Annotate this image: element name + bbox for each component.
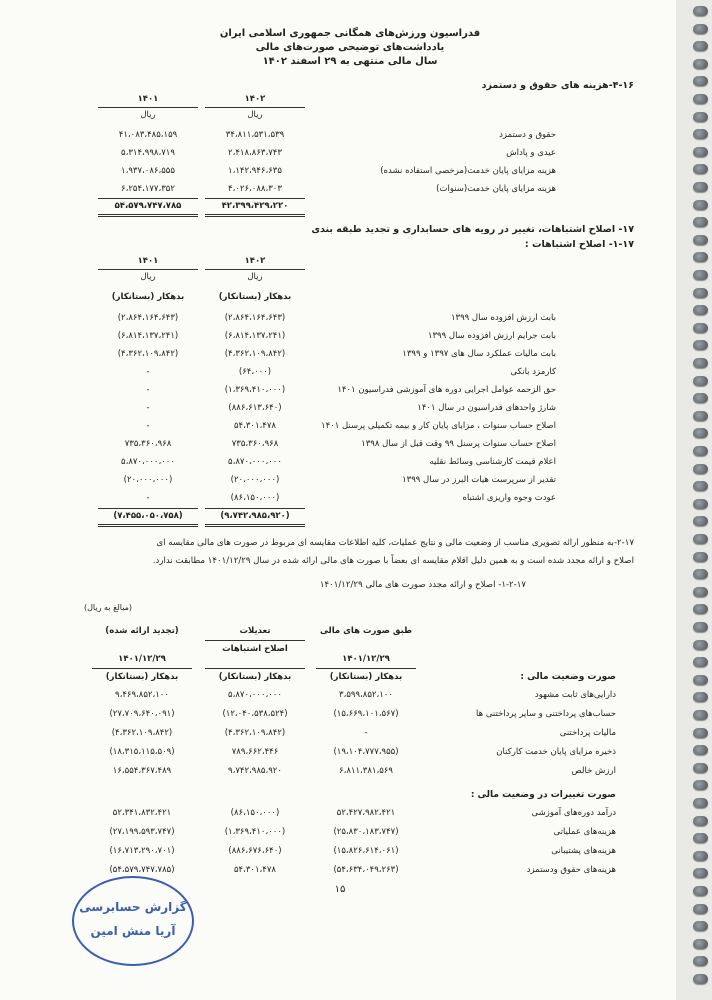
binding-ring <box>693 604 708 614</box>
row-label: دارایی‌های ثابت مشهود <box>534 690 616 700</box>
s17-col-1402: ۱۴۰۲ <box>244 256 266 266</box>
divider <box>205 107 305 108</box>
binding-ring <box>693 129 708 139</box>
para-17-2-line1: ۲-۱۷-به منظور ارائه تصویری مناسب از وضعیت مالی و نتایج عملیات، کلیه اطلاعات مقایسه ای مربوط در صورت های مالی مقایسه ای <box>156 538 634 548</box>
value-restated: ۱۶،۵۵۴،۳۶۷،۴۸۹ <box>112 766 172 776</box>
binding-ring <box>693 41 708 51</box>
divider <box>205 198 305 199</box>
binding-ring <box>693 252 708 262</box>
binding-ring <box>693 499 708 509</box>
binding-ring <box>693 164 708 174</box>
binding-ring <box>693 780 708 790</box>
binding-ring <box>693 657 708 667</box>
row-label: هزینه‌های حقوق ودستمزد <box>526 865 616 875</box>
row-label: حساب‌های پرداختنی و سایر پرداختنی ها <box>476 709 616 719</box>
value-per-statements: (۱۵،۸۲۶،۶۱۴،۰۶۱) <box>333 846 399 856</box>
row-label: حق الزحمه عوامل اجرایی دوره های آموزشی فدراسیون ۱۴۰۱ <box>337 385 556 395</box>
row-label: ذخیره مزایای پایان خدمت کارکنان <box>496 747 616 757</box>
binding-ring <box>693 235 708 245</box>
value-adjustment: ۵۴،۳۰۱،۴۷۸ <box>233 865 276 875</box>
value-1402: (۶،۸۱۴،۱۳۷،۲۴۱) <box>224 331 286 341</box>
value-per-statements: ۵۲،۴۲۷،۹۸۲،۴۲۱ <box>336 808 396 818</box>
s16-unit-1401: ریال <box>140 110 156 120</box>
value-adjustment: ۷۸۹،۶۶۲،۴۴۶ <box>231 747 279 757</box>
group1-title: صورت وضعیت مالی : <box>520 672 616 682</box>
binding-ring <box>693 675 708 685</box>
binding-ring <box>693 833 708 843</box>
binding-ring <box>693 305 708 315</box>
value-1402: ۷۳۵،۳۶۰،۹۶۸ <box>231 439 279 449</box>
row-label: اعلام قیمت کارشناسی وسائط نقلیه <box>429 457 556 467</box>
value-1401: ۵،۸۷۰،۰۰۰،۰۰۰ <box>121 457 175 467</box>
binding-ring <box>693 974 708 984</box>
s17-unit-1401: ریال <box>140 272 156 282</box>
para-17-2-line2: اصلاح و ارائه مجدد شده است و به همین دلیل اقلام مقایسه ای بعضاً با صورت های مالی ارائه شده در سال ۱۴۰۱/۱۲/۲۹ مطابقت ندارد. <box>152 556 634 566</box>
binding-ring <box>693 6 708 16</box>
stamp-line1: گزارش حسابرسی <box>79 900 187 914</box>
binding-ring <box>693 798 708 808</box>
row-label: حقوق و دستمزد <box>499 130 556 140</box>
stamp-line2: آریا منش امین <box>90 924 176 938</box>
value-1402: ۵۴،۳۰۱،۴۷۸ <box>233 421 276 431</box>
value-restated: ۵۲،۳۴۱،۸۳۲،۴۲۱ <box>112 808 172 818</box>
s16-col-1402: ۱۴۰۲ <box>244 94 266 104</box>
divider <box>98 198 198 199</box>
amounts-note: (مبالغ به ریال) <box>84 603 133 612</box>
binding-ring <box>693 640 708 650</box>
row-label: بابت جرایم ارزش افزوده سال ۱۳۹۹ <box>427 331 556 341</box>
binding-ring <box>693 464 708 474</box>
section1721-title: ۱-۲-۱۷- اصلاح و ارائه مجدد صورت های مالی ۱۴۰۱/۱۲/۲۹ <box>319 580 526 590</box>
binding-ring <box>693 710 708 720</box>
binding-ring <box>693 217 708 227</box>
binding-ring <box>693 112 708 122</box>
value-1401: - <box>146 367 150 377</box>
row-label: بابت ارزش افزوده سال ۱۳۹۹ <box>450 313 556 323</box>
value-restated: (۴،۳۶۲،۱۰۹،۸۴۲) <box>111 728 173 738</box>
value-1402: (۲،۸۶۴،۱۶۴،۶۴۳) <box>224 313 286 323</box>
col1-date: ۱۴۰۱/۱۲/۲۹ <box>342 654 390 664</box>
value-1401: (۲۰،۰۰۰،۰۰۰) <box>123 475 173 485</box>
value-adjustment: ۹،۷۴۲،۹۸۵،۹۲۰ <box>228 766 282 776</box>
row-label: اصلاح حساب سنوات ، مزایای پایان کار و بیمه تکمیلی پرسنل ۱۴۰۱ <box>321 421 556 431</box>
value-per-statements: (۵۴،۶۳۴،۰۴۹،۲۶۳) <box>333 865 399 875</box>
binding-ring <box>693 94 708 104</box>
binding-ring <box>693 200 708 210</box>
s17-dc-1401: بدهکار (بستانکار) <box>111 292 185 302</box>
divider <box>205 269 305 270</box>
binding-ring <box>693 816 708 826</box>
s17-total-1402: (۹،۷۴۲،۹۸۵،۹۲۰) <box>220 511 290 521</box>
value-adjustment: (۴،۳۶۲،۱۰۹،۸۴۲) <box>224 728 286 738</box>
binding-ring <box>693 534 708 544</box>
s16-total-1402: ۴۲،۳۹۹،۴۲۹،۲۲۰ <box>221 201 289 211</box>
section16-title: ۴-۱۶-هزینه های حقوق و دستمزد <box>481 80 634 91</box>
binding-ring <box>693 516 708 526</box>
divider <box>205 508 305 509</box>
binding-ring <box>693 59 708 69</box>
value-1402: ۱،۱۴۲،۹۴۶،۶۳۵ <box>228 166 282 176</box>
value-restated: ۹،۴۶۹،۸۵۲،۱۰۰ <box>115 690 169 700</box>
col3-dc: بدهکار (بستانکار) <box>105 672 179 682</box>
row-label: درآمد دوره‌های آموزشی <box>531 808 616 818</box>
binding-ring <box>693 182 708 192</box>
row-label: هزینه‌های پشتیبانی <box>551 846 616 856</box>
binding-ring <box>693 76 708 86</box>
value-adjustment: ۵،۸۷۰،۰۰۰،۰۰۰ <box>228 690 282 700</box>
binding-ring <box>693 393 708 403</box>
col-adjustments-sub: اصلاح اشتباهات <box>222 644 288 654</box>
binding-ring <box>693 886 708 896</box>
col-per-statements: طبق صورت های مالی <box>319 626 413 636</box>
double-rule <box>205 524 305 527</box>
binding-ring <box>693 763 708 773</box>
value-adjustment: (۱،۳۶۹،۴۱۰،۰۰۰) <box>224 827 286 837</box>
row-label: هزینه‌های عملیاتی <box>553 827 616 837</box>
binding-ring <box>693 939 708 949</box>
row-label: بابت مالیات عملکرد سال های ۱۳۹۷ و ۱۳۹۹ <box>402 349 556 359</box>
binding-ring <box>693 446 708 456</box>
divider <box>92 668 192 669</box>
value-1402: (۱،۳۶۹،۴۱۰،۰۰۰) <box>224 385 286 395</box>
binding-ring <box>693 622 708 632</box>
value-restated: (۵۴،۵۷۹،۷۴۷،۷۸۵) <box>109 865 175 875</box>
binding-ring <box>693 340 708 350</box>
value-restated: (۲۷،۷۰۹،۶۴۰،۰۹۱) <box>109 709 175 719</box>
row-label: عیدی و پاداش <box>506 148 556 158</box>
double-rule <box>98 214 198 217</box>
value-1402: (۸۸۶،۶۱۳،۶۴۰) <box>228 403 282 413</box>
page-number: ۱۵ <box>334 884 346 895</box>
period-title: سال مالی منتهی به ۲۹ اسفند ۱۴۰۲ <box>262 56 438 67</box>
binding-ring <box>693 411 708 421</box>
divider <box>98 508 198 509</box>
value-1401: ۷۳۵،۳۶۰،۹۶۸ <box>124 439 172 449</box>
divider <box>316 668 416 669</box>
value-per-statements: ۳،۵۹۹،۸۵۲،۱۰۰ <box>339 690 393 700</box>
binding-ring <box>693 147 708 157</box>
value-per-statements: ۶،۸۱۱،۳۸۱،۵۶۹ <box>339 766 393 776</box>
s16-total-1401: ۵۴،۵۷۹،۷۴۷،۷۸۵ <box>114 201 182 211</box>
value-restated: (۱۶،۷۱۳،۲۹۰،۷۰۱) <box>109 846 175 856</box>
binding-ring <box>693 728 708 738</box>
value-1402: (۴،۳۶۲،۱۰۹،۸۴۲) <box>224 349 286 359</box>
value-1401: - <box>146 385 150 395</box>
binding-ring <box>693 921 708 931</box>
section17-subtitle: ۱-۱۷- اصلاح اشتباهات : <box>524 239 634 250</box>
value-1401: (۲،۸۶۴،۱۶۴،۶۴۳) <box>117 313 179 323</box>
binding-ring <box>693 376 708 386</box>
value-1402: (۲۰،۰۰۰،۰۰۰) <box>230 475 280 485</box>
s16-unit-1402: ریال <box>247 110 263 120</box>
binding-ring <box>693 904 708 914</box>
col-adjustments: تعدیلات <box>239 626 271 636</box>
value-per-statements: (۲۵،۸۳۰،۱۸۳،۷۴۷) <box>333 827 399 837</box>
value-restated: (۲۷،۱۹۹،۵۹۳،۷۴۷) <box>109 827 175 837</box>
value-1401: - <box>146 403 150 413</box>
divider <box>205 640 305 641</box>
doc-subtitle: یادداشت‌های توضیحی صورت‌های مالی <box>255 42 445 53</box>
binding-ring <box>693 323 708 333</box>
value-1401: ۴۱،۰۸۳،۴۸۵،۱۵۹ <box>118 130 178 140</box>
value-1402: (۶۴،۰۰۰) <box>238 367 272 377</box>
s17-total-1401: (۷،۴۵۵،۰۵۰،۷۵۸) <box>113 511 183 521</box>
col2-dc: بدهکار (بستانکار) <box>218 672 292 682</box>
binding-ring <box>693 745 708 755</box>
value-per-statements: - <box>364 728 368 738</box>
binding-ring <box>693 956 708 966</box>
value-1401: (۴،۳۶۲،۱۰۹،۸۴۲) <box>117 349 179 359</box>
double-rule <box>205 214 305 217</box>
binding-ring <box>693 552 708 562</box>
col1-dc: بدهکار (بستانکار) <box>329 672 403 682</box>
row-label: ارزش خالص <box>571 766 616 776</box>
row-label: تقدیر از سرپرست هیات البرز در سال ۱۳۹۹ <box>402 475 556 485</box>
row-label: شارژ واحدهای فدراسیون در سال ۱۴۰۱ <box>417 403 556 413</box>
value-adjustment: (۱۲،۰۴۰،۵۳۸،۵۲۴) <box>222 709 288 719</box>
binding-ring <box>693 587 708 597</box>
s17-col-1401: ۱۴۰۱ <box>137 256 159 266</box>
row-label: اصلاح حساب سنوات پرسنل ۹۹ وقت قبل از سال ۱۳۹۸ <box>361 439 556 449</box>
row-label: کارمزد بانکی <box>510 367 556 377</box>
row-label: هزینه مزایای پایان خدمت(سنوات) <box>436 184 556 194</box>
value-1402: ۲،۴۱۸،۸۶۳،۷۴۳ <box>228 148 282 158</box>
s16-col-1401: ۱۴۰۱ <box>137 94 159 104</box>
value-1402: ۵،۸۷۰،۰۰۰،۰۰۰ <box>228 457 282 467</box>
value-per-statements: (۱۵،۶۶۹،۱۰۱،۵۶۷) <box>333 709 399 719</box>
row-label: هزینه مزایای پایان خدمت(مرخصی استفاده نشده) <box>380 166 556 176</box>
value-1401: - <box>146 421 150 431</box>
value-restated: (۱۸،۳۱۵،۱۱۵،۵۰۹) <box>109 747 175 757</box>
binding-ring <box>693 358 708 368</box>
spiral-binding <box>686 6 708 996</box>
auditor-stamp <box>72 876 194 966</box>
binding-ring <box>693 692 708 702</box>
value-1402: ۴،۰۲۶،۰۸۸،۳۰۳ <box>228 184 282 194</box>
binding-ring <box>693 481 708 491</box>
col-restated: (تجدید ارائه شده) <box>105 626 179 636</box>
row-label: مالیات پرداختنی <box>559 728 616 738</box>
binding-ring <box>693 851 708 861</box>
value-1401: ۱،۹۳۷،۰۸۶،۵۵۵ <box>121 166 175 176</box>
org-title: فدراسیون ورزش‌های همگانی جمهوری اسلامی ایران <box>219 28 481 39</box>
value-1401: ۶،۲۵۴،۱۷۷،۳۵۲ <box>121 184 175 194</box>
divider <box>205 668 305 669</box>
binding-ring <box>693 569 708 579</box>
binding-ring <box>693 24 708 34</box>
value-1401: (۶،۸۱۴،۱۳۷،۲۴۱) <box>117 331 179 341</box>
divider <box>98 269 198 270</box>
row-label: عودت وجوه واریزی اشتباه <box>462 493 556 503</box>
col3-date: ۱۴۰۱/۱۲/۲۹ <box>118 654 166 664</box>
section17-title: ۱۷- اصلاح اشتباهات، تغییر در رویه های حسابداری و تجدید طبقه بندی <box>311 224 634 235</box>
value-per-statements: (۱۹،۱۰۴،۷۷۷،۹۵۵) <box>333 747 399 757</box>
binding-ring <box>693 428 708 438</box>
binding-ring <box>693 288 708 298</box>
value-adjustment: (۸۶،۱۵۰،۰۰۰) <box>230 808 280 818</box>
value-1401: ۵،۳۱۴،۹۹۸،۷۱۹ <box>121 148 175 158</box>
value-1402: ۳۴،۸۱۱،۵۳۱،۵۳۹ <box>225 130 285 140</box>
double-rule <box>98 524 198 527</box>
binding-ring <box>693 868 708 878</box>
s17-dc-1402: بدهکار (بستانکار) <box>218 292 292 302</box>
binding-ring <box>693 270 708 280</box>
value-1402: (۸۶،۱۵۰،۰۰۰) <box>230 493 280 503</box>
value-adjustment: (۸۸۶،۶۷۶،۶۴۰) <box>228 846 282 856</box>
s17-unit-1402: ریال <box>247 272 263 282</box>
group2-title: صورت تغییرات در وضعیت مالی : <box>470 790 616 800</box>
value-1401: - <box>146 493 150 503</box>
divider <box>98 107 198 108</box>
